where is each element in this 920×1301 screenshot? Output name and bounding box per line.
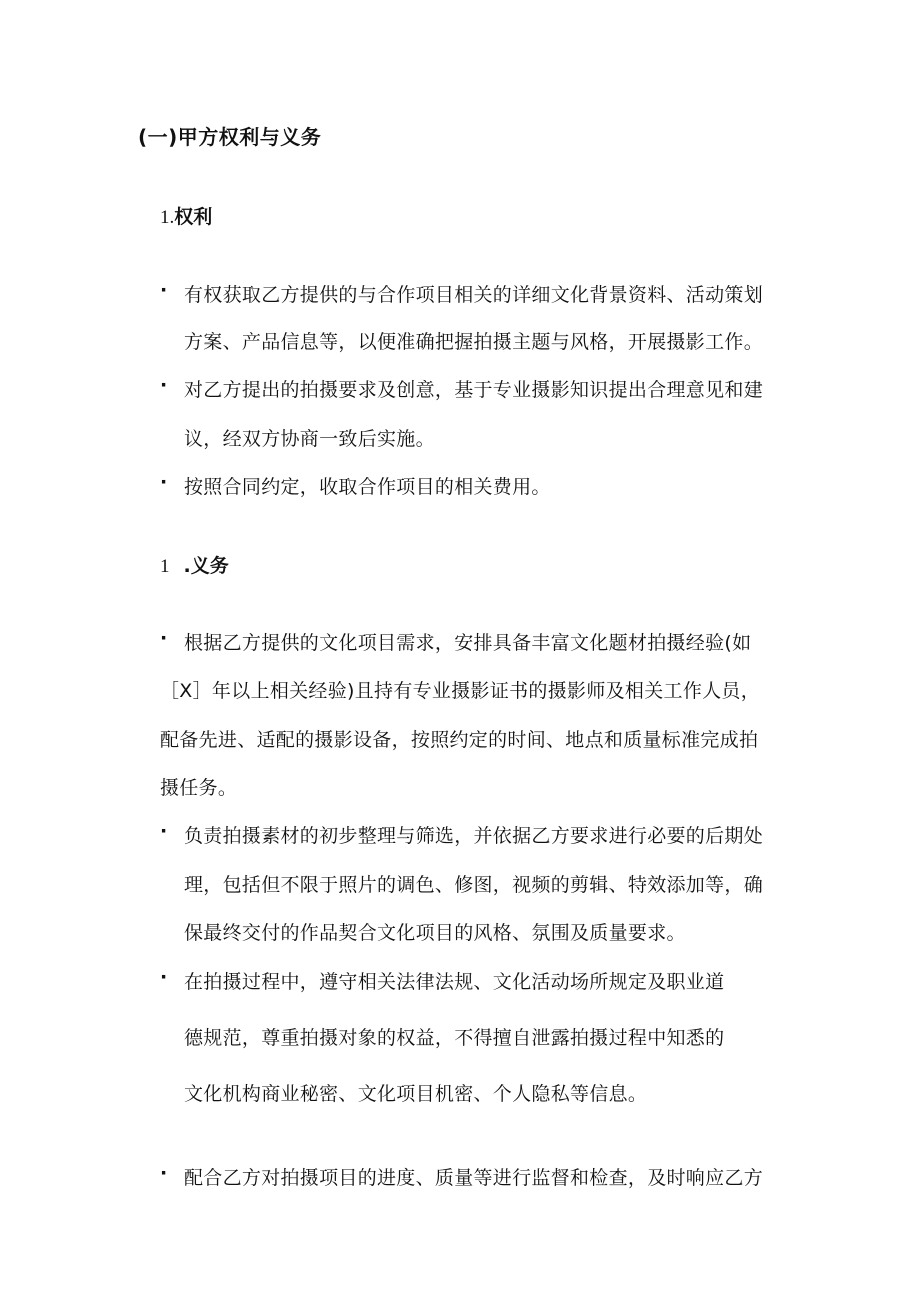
bullet-icon: ·: [160, 820, 168, 842]
bullet-icon: ·: [160, 374, 168, 396]
duties-item-1-line-1: 根据乙方提供的文化项目需求，安排具备丰富文化题材拍摄经验(如: [184, 632, 752, 654]
rights-item-2-line-1: 对乙方提出的拍摄要求及创意，基于专业摄影知识提出合理意见和建: [184, 379, 764, 401]
bullet-icon: ·: [160, 471, 168, 493]
duties-item-2-line-2: 理，包括但不限于照片的调色、修图，视频的剪辑、特效添加等，确: [184, 874, 764, 896]
duties-label: .义务: [183, 555, 229, 577]
rights-heading: [160, 202, 212, 229]
rights-label: 权利: [174, 206, 213, 228]
duties-item-3-line-2: 德规范，尊重拍摄对象的权益，不得擅自泄露拍摄过程中知悉的: [184, 1027, 725, 1049]
rights-item-1-line-1: 有权获取乙方提供的与合作项目相关的详细文化背景资料、活动策划: [184, 284, 764, 306]
duties-item-4-line-1: 配合乙方对拍摄项目的进度、质量等进行监督和检查，及时响应乙方: [184, 1167, 764, 1189]
rights-item-3-line-1: 按照合同约定，收取合作项目的相关费用。: [184, 476, 551, 498]
rights-item-1-line-2: 方案、产品信息等，以便准确把握拍摄主题与风格，开展摄影工作。: [184, 331, 764, 353]
duties-heading: [160, 551, 229, 578]
section-title: (一)甲方权利与义务: [138, 125, 322, 149]
duties-number: 1: [160, 556, 170, 577]
rights-number: 1.: [160, 207, 175, 228]
bullet-icon: ·: [160, 1162, 168, 1184]
duties-item-2-line-3: 保最终交付的作品契合文化项目的风格、氛围及质量要求。: [184, 922, 686, 944]
rights-item-2-line-2: 议，经双方协商一致后实施。: [184, 428, 435, 450]
duties-item-1-line-2: ［X］年以上相关经验)且持有专业摄影证书的摄影师及相关工作人员，: [160, 680, 761, 702]
duties-item-3-line-3: 文化机构商业秘密、文化项目机密、个人隐私等信息。: [184, 1083, 648, 1105]
duties-item-1-line-3: 配备先进、适配的摄影设备，按照约定的时间、地点和质量标准完成拍: [160, 729, 759, 751]
bullet-icon: ·: [160, 279, 168, 301]
duties-item-2-line-1: 负责拍摄素材的初步整理与筛选，并依据乙方要求进行必要的后期处: [184, 825, 764, 847]
bullet-icon: ·: [160, 966, 168, 988]
duties-item-1-line-4: 摄任务。: [160, 777, 238, 799]
bullet-icon: ·: [160, 627, 168, 649]
duties-item-3-line-1: 在拍摄过程中，遵守相关法律法规、文化活动场所规定及职业道: [184, 971, 725, 993]
